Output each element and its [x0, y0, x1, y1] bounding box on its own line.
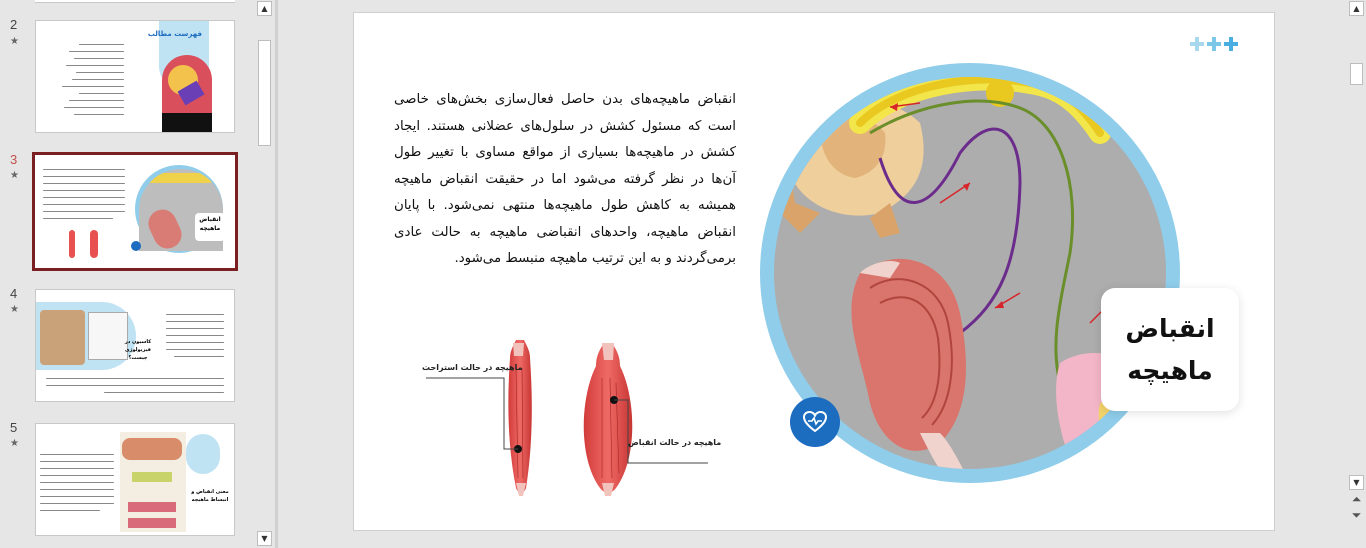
thumbnail-number: 4 — [10, 286, 18, 301]
next-slide-button[interactable] — [1349, 508, 1364, 523]
thumb-blue-shape — [186, 434, 220, 474]
editor-scrollbar[interactable] — [1348, 0, 1365, 548]
scroll-down-button[interactable] — [1349, 475, 1364, 490]
thumbnail-scrollbar[interactable] — [256, 0, 273, 548]
slide-canvas[interactable] — [353, 12, 1275, 531]
thumb-image — [40, 310, 85, 365]
slide-title-line-2: ماهیچه — [1127, 355, 1213, 385]
slide-thumbnail-pane[interactable] — [0, 0, 256, 548]
scroll-down-button[interactable] — [257, 531, 272, 546]
thumb-image — [162, 55, 212, 133]
chevron-down-icon: ▼ — [261, 534, 268, 543]
thumbnail-number: 3 — [10, 152, 18, 167]
next-slide-icon: ⏷ — [1351, 508, 1362, 522]
chevron-up-icon: ▲ — [261, 4, 268, 13]
slide-title-line-1: انقباض — [1125, 313, 1215, 343]
animation-star-icon: ★ — [10, 304, 19, 315]
scroll-up-button[interactable] — [1349, 1, 1364, 16]
thumb-title: کاسیون در فیزیولوژی چیست؟ — [124, 339, 152, 361]
thumb-title: معنی انقباض و انبساط ماهیچه — [191, 489, 229, 503]
thumbnail-number: 5 — [10, 420, 18, 435]
label-rest-muscle: ماهیچه در حالت استراحت — [422, 363, 523, 372]
slide-editor — [278, 0, 1347, 548]
thumbnail-previous-edge — [35, 0, 235, 3]
animation-star-icon: ★ — [10, 36, 19, 47]
thumb-title: فهرست مطالب — [147, 30, 202, 38]
slide-thumbnail-5[interactable] — [35, 423, 235, 536]
thumb-image — [120, 432, 186, 532]
slide-thumbnail-4[interactable] — [35, 289, 235, 402]
slide-title-box[interactable] — [1101, 288, 1239, 411]
slide-body-text[interactable]: انقباض ماهیچه‌های بدن حاصل فعال‌سازی بخش‌های خاصی است که مسئول کشش در سلول‌های عضلانی هستند. ایجاد کشش در ماهیچه‌ها بسیاری از مواقع مساوی با تغییر طول آن‌ها در نظر گرفته می‌شود اما در حقیقت انقباض ماهیچه همیشه به کاهش طول ماهیچه‌ها منتهی نمی‌شود. با پایان انقباض ماهیچه، واحدهای انقباضی ماهیچه به حالت عادی برمی‌گردند و به این ترتیب ماهیچه منبسط می‌شود. — [394, 92, 736, 266]
slide-thumbnail-2[interactable] — [35, 20, 235, 133]
slide-thumbnail-3[interactable] — [32, 152, 238, 271]
chevron-down-icon: ▼ — [1353, 478, 1360, 487]
decorative-plus-icon — [1189, 35, 1249, 53]
muscle-states-illustration — [416, 338, 716, 498]
scroll-up-button[interactable] — [257, 1, 272, 16]
label-contracted-muscle: ماهیچه در حالت انقباض — [628, 438, 722, 447]
animation-star-icon: ★ — [10, 438, 19, 449]
previous-slide-button[interactable] — [1349, 492, 1364, 507]
heartbeat-icon — [790, 397, 840, 447]
scrollbar-thumb[interactable] — [1350, 63, 1363, 85]
animation-star-icon: ★ — [10, 170, 19, 181]
thumbnail-number: 2 — [10, 17, 18, 32]
scrollbar-thumb[interactable] — [258, 40, 271, 146]
chevron-up-icon: ▲ — [1353, 4, 1360, 13]
previous-slide-icon: ⏶ — [1351, 492, 1362, 506]
thumb-title: انقباض ماهیچه — [199, 216, 221, 232]
